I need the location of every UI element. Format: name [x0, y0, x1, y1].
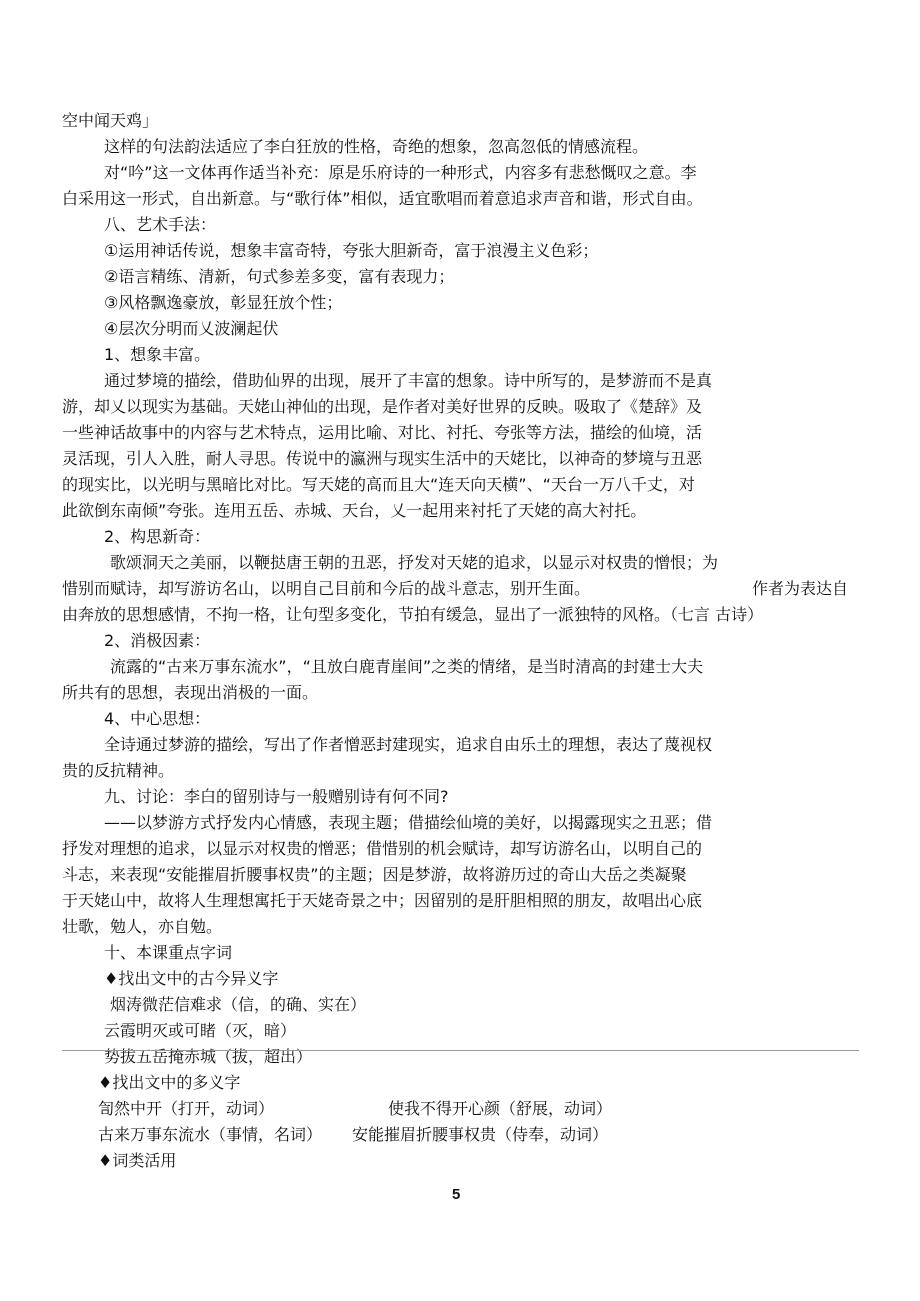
text-line: 空中闻天鸡」	[62, 111, 159, 130]
bullet-heading: ♦找出文中的多义字	[98, 1073, 241, 1092]
bullet-heading: ♦词类活用	[98, 1151, 177, 1170]
text-line: 于天姥山中，故将人生理想寓托于天姥奇景之中；因留别的是肝胆相照的朋友，故唱出心底	[62, 891, 703, 910]
list-item: ③风格飘逸豪放，彰显狂放个性；	[104, 293, 343, 312]
subsection-heading: 4、中心思想：	[104, 709, 211, 728]
text-line: 这样的句法韵法适应了李白狂放的性格，奇绝的想象，忽高忽低的情感流程。	[104, 137, 649, 156]
text-line: 全诗通过梦游的描绘，写出了作者憎恶封建现实，追求自由乐土的理想，表达了蔑视权	[104, 735, 713, 754]
text-line: 此欲倒东南倾”夸张。连用五岳、赤城、天台，乂一起用来衬托了天姥的高大衬托。	[62, 501, 647, 520]
text-line: 斗志，来表现“安能摧眉折腰事权贵”的主题；因是梦游，故将游历过的奇山大岳之类凝聚	[62, 865, 687, 884]
page-number: 5	[452, 1186, 461, 1203]
list-item: ②语言精练、清新，句式参差多变，富有表现力；	[104, 267, 455, 286]
text-line: 白采用这一形式，自出新意。与“歌行体”相似，适宜歌唱而着意追求声音和谐，形式自由。	[62, 189, 703, 208]
list-item: 云霞明灭或可睹（灭，暗）	[104, 1021, 297, 1040]
text-line: 作者为表达自	[752, 579, 849, 598]
text-line: 由奔放的思想感情，不拘一格，让句型多变化，节拍有缓急，显出了一派独特的风格。（七言 古诗）	[62, 605, 764, 624]
text-line: 歌颂洞天之美丽，以鞭挞唐王朝的丑恶，抒发对天姥的追求，以显示对权贵的憎恨；为	[110, 553, 719, 572]
list-item: 烟涛微茫信难求（信，的确、实在）	[110, 995, 367, 1014]
list-item: 势拔五岳掩赤城（拔，超出）	[104, 1047, 313, 1066]
text-line: 灵活现，引人入胜，耐人寻思。传说中的瀛洲与现实生活中的天姥比，以神奇的梦境与丑恶	[62, 449, 703, 468]
list-item: ④层次分明而乂波澜起伏	[104, 319, 279, 338]
section-heading: 九、讨论：李白的留别诗与一般赠别诗有何不同?	[104, 787, 449, 806]
text-line: 对“吟”这一文体再作适当补充：原是乐府诗的一种形式，内容多有悲愁慨叹之意。李	[104, 163, 697, 182]
list-item: 古来万事东流水（事情，名词）	[98, 1125, 323, 1144]
text-line: 通过梦境的描绘，借助仙界的出现，展开了丰富的想象。诗中所写的，是梦游而不是真	[104, 371, 713, 390]
list-item: 安能摧眉折腰事权贵（侍奉，动词）	[352, 1125, 609, 1144]
text-line: 贵的反抗精神。	[62, 761, 175, 780]
text-line: 游，却乂以现实为基础。天姥山神仙的出现，是作者对美好世界的反映。吸取了《楚辞》及	[62, 397, 703, 416]
text-line: 流露的“古来万事东流水”，“且放白鹿青崖间”之类的情绪，是当时清高的封建士大夫	[110, 657, 704, 676]
list-item: 使我不得开心颜（舒展，动词）	[388, 1099, 613, 1118]
text-line: 惜别而赋诗，却写游访名山，以明自己目前和今后的战斗意志，别开生面。	[62, 579, 591, 598]
text-line: 所共有的思想，表现出消极的一面。	[62, 683, 319, 702]
section-heading: 八、艺术手法：	[104, 215, 217, 234]
section-heading: 十、本课重点字词	[104, 943, 233, 962]
bullet-heading: ♦找出文中的古今异义字	[104, 969, 279, 988]
text-line: 壮歌，勉人，亦自勉。	[62, 917, 223, 936]
text-line: 的现实比，以光明与黑暗比对比。写天姥的高而且大“连天向天横”、“天台一万八千丈，对	[62, 475, 695, 494]
subsection-heading: 2、消极因素：	[104, 631, 211, 650]
text-line: 一些神话故事中的内容与艺术特点，运用比喻、对比、衬托、夸张等方法，描绘的仙境，活	[62, 423, 703, 442]
subsection-heading: 2、构思新奇：	[104, 527, 211, 546]
horizontal-divider	[62, 1050, 859, 1051]
list-item: ①运用神话传说，想象丰富奇特，夸张大胆新奇，富于浪漫主义色彩；	[104, 241, 599, 260]
text-line: 抒发对理想的追求，以显示对权贵的憎恶；借惜别的机会赋诗，却写访游名山，以明自己的	[62, 839, 703, 858]
list-item: 訇然中开（打开，动词）	[98, 1099, 275, 1118]
subsection-heading: 1、想象丰富。	[104, 345, 211, 364]
text-line: ——以梦游方式抒发内心情感，表现主题；借描绘仙境的美好，以揭露现实之丑恶；借	[104, 813, 713, 832]
